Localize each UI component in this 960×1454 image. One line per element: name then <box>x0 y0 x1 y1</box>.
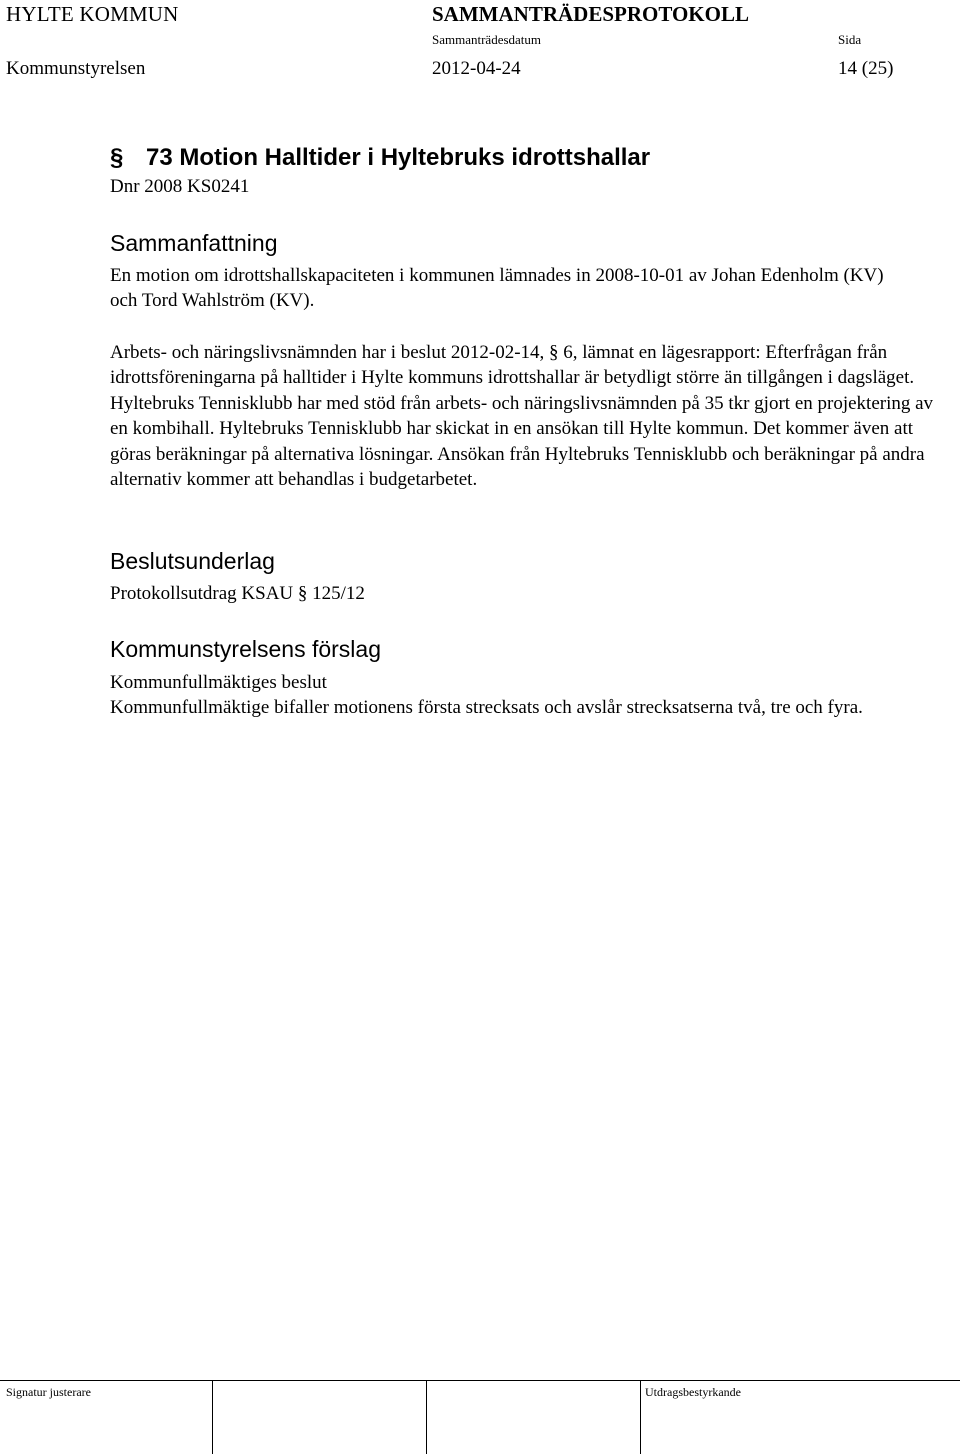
section-heading <box>110 144 650 172</box>
footer-divider <box>640 1380 641 1454</box>
page-label: Sida <box>838 32 862 47</box>
basis-text: Protokollsutdrag KSAU § 125/12 <box>110 583 365 604</box>
page-number: 14 (25) <box>838 58 894 79</box>
proposal-line-1: Kommunfullmäktiges beslut <box>110 672 327 693</box>
summary-paragraph-2 <box>110 340 940 492</box>
basis-heading: Beslutsunderlag <box>110 548 275 574</box>
summary-heading: Sammanfattning <box>110 230 278 256</box>
proposal-heading: Kommunstyrelsens förslag <box>110 636 381 662</box>
proposal-paragraph <box>110 670 940 721</box>
section-title: 73 Motion Halltider i Hyltebruks idrottshallar <box>146 144 651 171</box>
basis-paragraph <box>110 581 940 606</box>
paragraph-symbol: § <box>110 144 124 171</box>
summary-text-1: En motion om idrottshallskapaciteten i kommunen lämnades in 2008-10-01 av Johan Edenholm (KV) och Tord Wahlström (KV). <box>110 265 884 312</box>
proposal-line-2: Kommunfullmäktige bifaller motionens första strecksats och avslår strecksatserna två, tre och fyra. <box>110 697 863 719</box>
footer-divider <box>212 1380 213 1454</box>
meeting-date-label: Sammanträdesdatum <box>432 32 542 47</box>
signature-label: Signatur justerare <box>6 1385 91 1399</box>
document-type: SAMMANTRÄDESPROTOKOLL <box>432 2 749 26</box>
registration-number: Dnr 2008 KS0241 <box>110 176 250 197</box>
footer-divider <box>426 1380 427 1454</box>
footer-rule <box>0 1380 960 1381</box>
extract-certification-label: Utdragsbestyrkande <box>645 1385 741 1399</box>
meeting-date: 2012-04-24 <box>432 58 521 79</box>
summary-paragraph-1 <box>110 263 890 314</box>
summary-text-2: Arbets- och näringslivsnämnden har i beslut 2012-02-14, § 6, lämnat en lägesrapport: Efterfrågan från idrottsföreningarna på halltider i Hylte kommuns idrottshallar är betydligt större än tillgången i dagsläget. Hyltebruks Tennisklubb har med stöd från arbets- och näringslivsnämnden på 35 tkr gjort en projektering av en kombihall. Hyltebruks Tennisklubb har skickat in en ansökan till Hylte kommun. Det kommer även att göras beräkningar på alternativa lösningar. Ansökan från Hyltebruks Tennisklubb och beräkningar på andra alternativ kommer att behandlas i budgetarbetet. <box>110 342 934 491</box>
committee-name: Kommunstyrelsen <box>6 58 146 79</box>
organization-name: HYLTE KOMMUN <box>6 2 179 26</box>
